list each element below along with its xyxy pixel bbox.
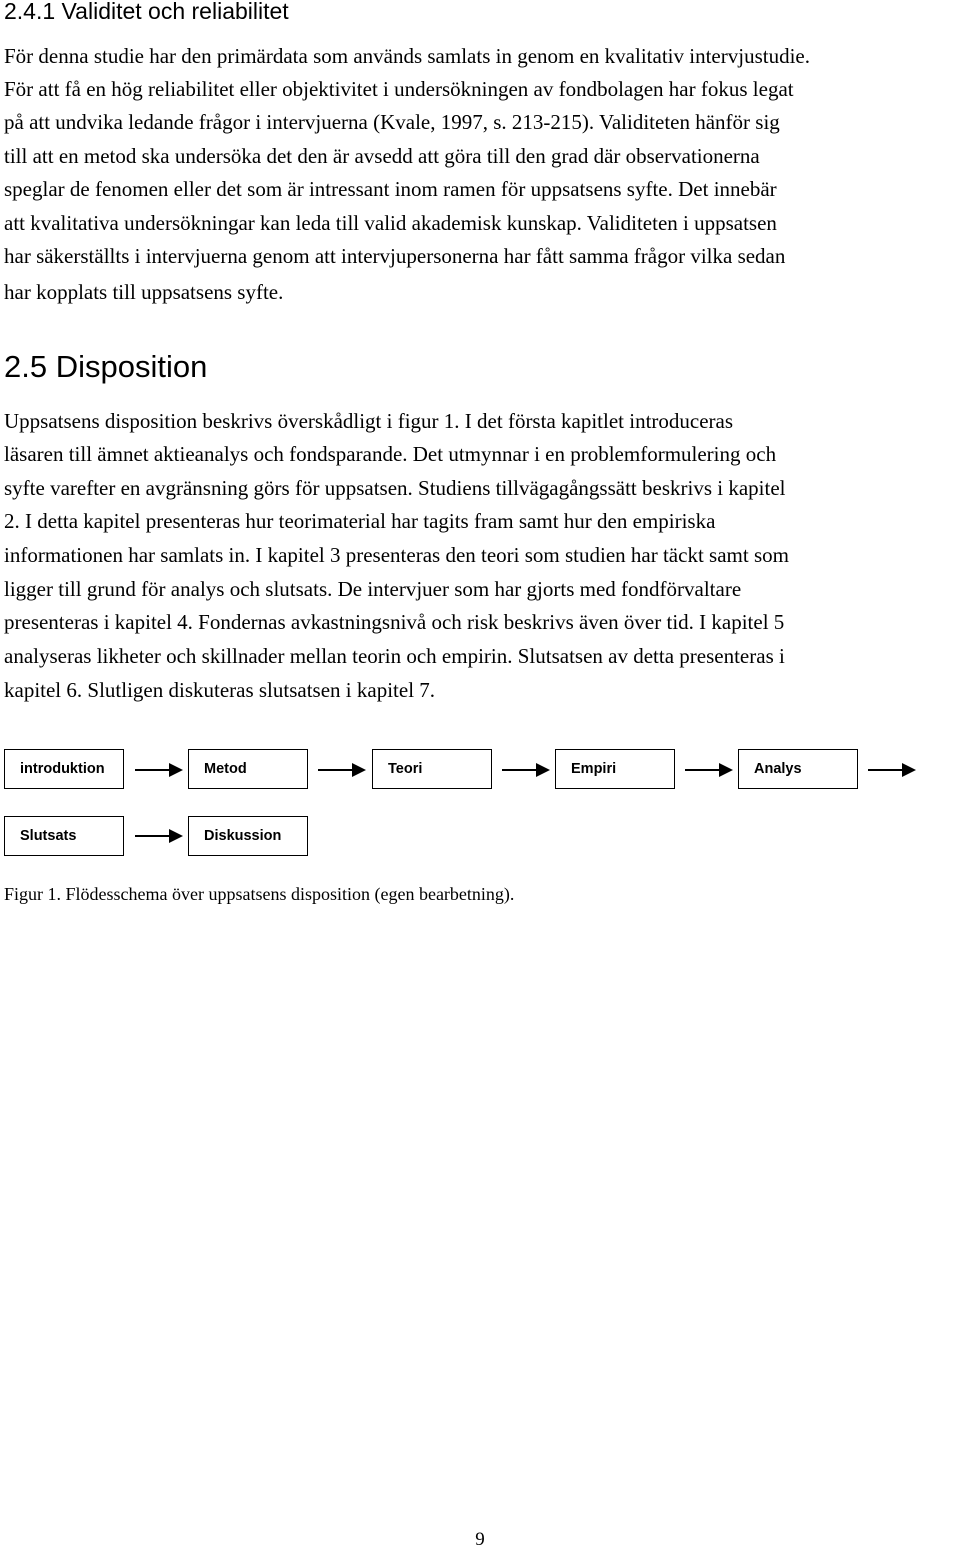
page-number: 9 [475, 1529, 485, 1550]
flow-box-analys: Analys [738, 749, 858, 789]
flow-box-empiri: Empiri [555, 749, 675, 789]
flow-box-metod: Metod [188, 749, 308, 789]
text-line: till att en metod ska undersöka det den är avsedd att göra till den grad där observationerna [4, 144, 760, 168]
text-line: analyseras likheter och skillnader mellan teorin och empirin. Slutsatsen av detta presenteras i [4, 644, 785, 668]
arrow-right-icon [502, 760, 550, 780]
flow-box-diskussion: Diskussion [188, 816, 308, 856]
flow-box-introduktion: introduktion [4, 749, 124, 789]
arrow-right-icon [135, 760, 183, 780]
arrow-right-icon [318, 760, 366, 780]
text-line: har kopplats till uppsatsens syfte. [4, 280, 284, 304]
flow-box-teori: Teori [372, 749, 492, 789]
section-heading-disposition: 2.5 Disposition [4, 349, 208, 384]
text-line: speglar de fenomen eller det som är intressant inom ramen för uppsatsens syfte. Det innebär [4, 177, 777, 201]
text-line: har säkerställts i intervjuerna genom att intervjupersonerna har fått samma frågor vilka sedan [4, 244, 786, 268]
text-line: informationen har samlats in. I kapitel 3 presenteras den teori som studien har täckt samt som [4, 543, 789, 567]
text-line: att kvalitativa undersökningar kan leda till valid akademisk kunskap. Validiteten i uppsatsen [4, 211, 777, 235]
text-line: presenteras i kapitel 4. Fondernas avkastningsnivå och risk beskrivs även över tid. I kapitel 5 [4, 610, 785, 634]
figure-caption: Figur 1. Flödesschema över uppsatsens disposition (egen bearbetning). [4, 884, 515, 904]
text-line: syfte varefter en avgränsning görs för uppsatsen. Studiens tillvägagångssätt beskrivs i kapitel [4, 476, 786, 500]
text-line: på att undvika ledande frågor i intervjuerna (Kvale, 1997, s. 213-215). Validiteten hänför sig [4, 110, 780, 134]
section-heading-validity: 2.4.1 Validitet och reliabilitet [4, 0, 289, 24]
arrow-right-icon [135, 826, 183, 846]
text-line: För att få en hög reliabilitet eller objektivitet i undersökningen av fondbolagen har fokus legat [4, 77, 794, 101]
text-line: ligger till grund för analys och slutsats. De intervjuer som har gjorts med fondförvaltare [4, 577, 742, 601]
arrow-right-icon [868, 760, 916, 780]
text-line: läsaren till ämnet aktieanalys och fondsparande. Det utmynnar i en problemformulering och [4, 442, 777, 466]
text-line: kapitel 6. Slutligen diskuteras slutsatsen i kapitel 7. [4, 678, 436, 702]
arrow-right-icon [685, 760, 733, 780]
text-line: För denna studie har den primärdata som används samlats in genom en kvalitativ intervjustudie. [4, 44, 810, 68]
flow-box-slutsats: Slutsats [4, 816, 124, 856]
text-line: Uppsatsens disposition beskrivs överskådligt i figur 1. I det första kapitlet introduceras [4, 409, 734, 433]
text-line: 2. I detta kapitel presenteras hur teorimaterial har tagits fram samt hur den empiriska [4, 509, 716, 533]
